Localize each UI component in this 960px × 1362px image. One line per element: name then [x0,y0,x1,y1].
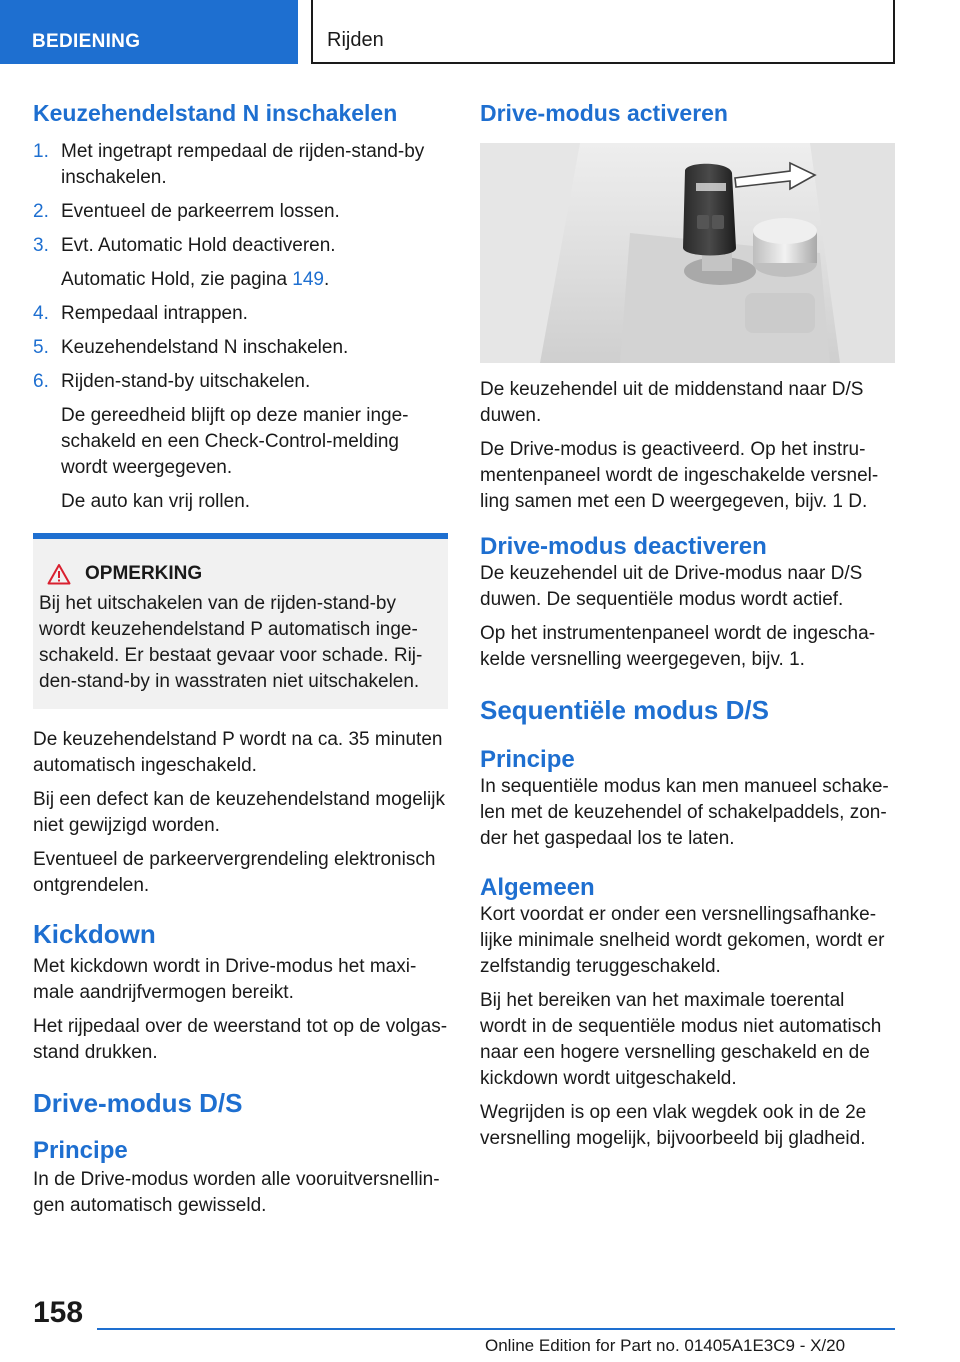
chapter-tab: Rijden [311,0,895,64]
gear-selector-photo [480,143,895,363]
footer-divider [97,1328,895,1330]
warning-box [33,533,448,709]
right-column [480,100,895,1160]
paragraph: In sequentiële modus kan men manueel schake-len met de keuzehendel of schakelpaddels, zon-der het gaspedaal los te laten. [480,776,889,849]
gear-selector-illustration [480,143,895,363]
step-note: De auto kan vrij rollen. [61,491,251,512]
paragraph: Met kickdown wordt in Drive-modus het maxi-male aandrijfvermogen bereikt. [33,956,417,1003]
list-item [33,139,448,191]
steps-list [33,139,448,515]
list-item [33,335,448,361]
paragraph: De keuzehendelstand P wordt na ca. 35 minuten automatisch ingeschakeld. [33,729,443,776]
section-header: BEDIENING [0,0,298,64]
paragraph: Eventueel de parkeervergrendeling elektronisch ontgrendelen. [33,849,436,896]
warning-heading [39,563,430,585]
step-number: 6. [33,371,49,392]
step-number: 3. [33,235,49,256]
step-note: De gereedheid blijft op deze manier inge-schakeld en een Check-Control-melding wordt weergegeven. [61,405,409,478]
section-title-neutral: Keuzehendelstand N inschakelen [33,100,398,126]
list-item [33,233,448,293]
subsection-title-principe: Principe [480,746,575,773]
step-number: 2. [33,201,49,222]
paragraph: De keuzehendel uit de middenstand naar D/S duwen. [480,379,864,426]
step-text: Rijden-stand-by uitschakelen. [61,371,311,392]
paragraph: Bij het bereiken van het maximale toerental wordt in de sequentiële modus niet automatisch naar een hogere versnelling geschakeld en de kickdown wordt uitgeschakeld. [480,990,882,1089]
paragraph: Kort voordat er onder een versnellingsafhanke-lijke minimale snelheid wordt gekomen, wordt er zelfstandig teruggeschakeld. [480,904,885,977]
step-text: Rempedaal intrappen. [61,303,248,324]
left-column [33,100,448,1227]
edition-note: Online Edition for Part no. 01405A1E3C9 - X/20 [485,1336,846,1355]
subsection-title-algemeen: Algemeen [480,874,595,901]
paragraph: De keuzehendel uit de Drive-modus naar D/S duwen. De sequentiële modus wordt actief. [480,563,863,610]
list-item [33,199,448,225]
page-number: 158 [33,1296,84,1329]
list-item [33,301,448,327]
step-text: Eventueel de parkeerrem lossen. [61,201,340,222]
step-text: Evt. Automatic Hold deactiveren. [61,235,336,256]
warning-title: OPMERKING [85,563,203,584]
step-text: Keuzehendelstand N inschakelen. [61,337,349,358]
subsection-title-principe: Principe [33,1137,128,1164]
paragraph: Op het instrumentenpaneel wordt de ingescha-kelde versnelling weergegeven, bijv. 1. [480,623,876,670]
step-number: 4. [33,303,49,324]
section-title-sequential: Sequentiële modus D/S [480,695,769,725]
step-text: Met ingetrapt rempedaal de rijden-stand-by inschakelen. [61,141,425,188]
paragraph: Bij een defect kan de keuzehendelstand mogelijk niet gewijzigd worden. [33,789,445,836]
warning-triangle-icon [47,563,71,585]
section-title-kickdown: Kickdown [33,919,156,949]
section-title-drive: Drive-modus D/S [33,1088,243,1118]
page-link[interactable]: 149 [292,269,324,290]
section-title-activate: Drive-modus activeren [480,100,728,126]
step-number: 5. [33,337,49,358]
paragraph: Wegrijden is op een vlak wegdek ook in de 2e versnelling mogelijk, bijvoorbeeld bij gladheid. [480,1102,867,1149]
paragraph: De Drive-modus is geactiveerd. Op het instru-mentenpaneel wordt de ingeschakelde versnel-ling samen met een D weergegeven, bijv. 1 D. [480,439,879,512]
step-number: 1. [33,141,49,162]
warning-text: Bij het uitschakelen van de rijden-stand-by wordt keuzehendelstand P automatisch inge-schakeld. Er bestaat gevaar voor schade. Rij-den-stand-by in wasstraten niet uitschakelen. [39,593,423,692]
list-item [33,369,448,515]
section-title-deactivate: Drive-modus deactiveren [480,533,767,560]
paragraph: Het rijpedaal over de weerstand tot op de volgas-stand drukken. [33,1016,448,1063]
step-note: Automatic Hold, zie pagina 149. [61,269,330,290]
paragraph: In de Drive-modus worden alle vooruitversnellin-gen automatisch gewisseld. [33,1169,440,1216]
